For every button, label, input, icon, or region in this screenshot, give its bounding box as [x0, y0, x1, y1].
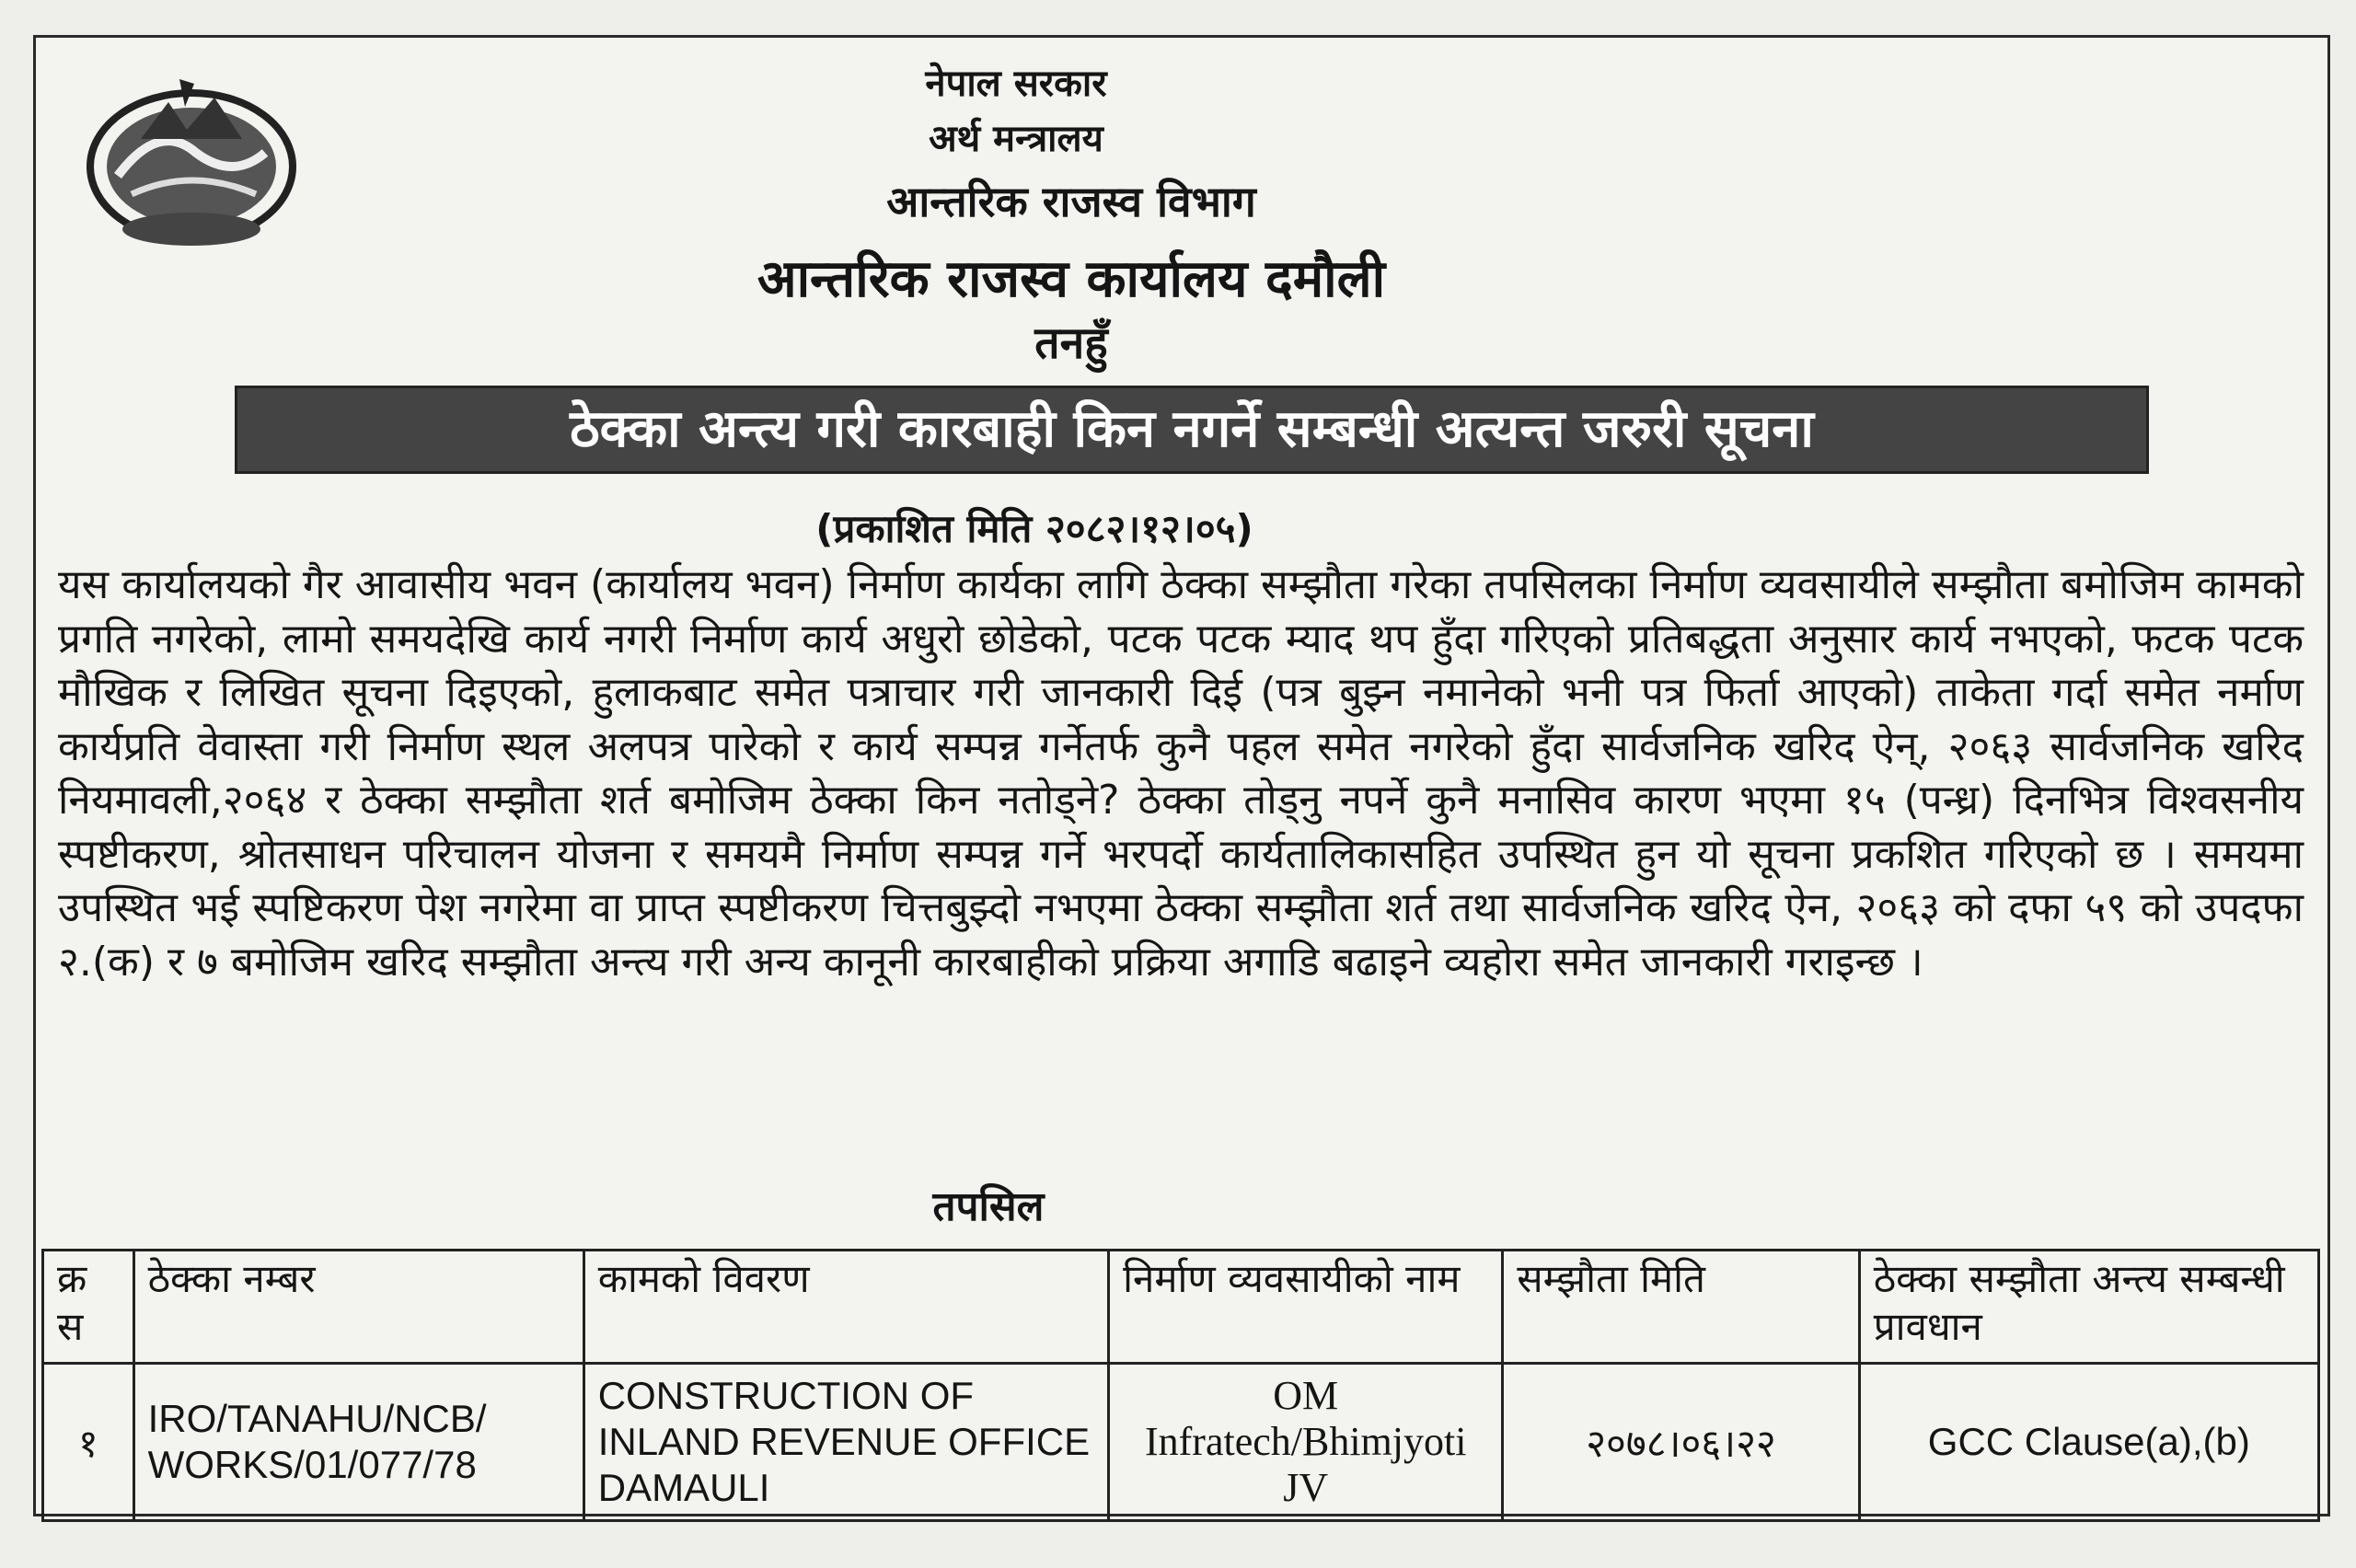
col-header-termination-provision: ठेक्का सम्झौता अन्त्य सम्बन्धी प्रावधान [1859, 1251, 2318, 1364]
table-row [43, 1364, 2319, 1521]
cell-contract-number: IRO/TANAHU/NCB/ WORKS/01/077/78 [133, 1364, 583, 1521]
header-district: तनहुँ [1034, 317, 1108, 369]
table-header-row [43, 1251, 2319, 1364]
header-office: आन्तरिक राजस्व कार्यालय दमौली [756, 249, 1386, 309]
cell-termination-provision: GCC Clause(a),(b) [1859, 1364, 2318, 1521]
header-department: आन्तरिक राजस्व विभाग [886, 177, 1256, 226]
col-header-agreement-date: सम्झौता मिति [1503, 1251, 1859, 1364]
cell-serial: १ [43, 1364, 134, 1521]
cell-contractor-name: OM Infratech/Bhimjyoti JV [1109, 1364, 1503, 1521]
col-header-serial: क्र स [43, 1251, 134, 1364]
notice-frame [33, 35, 2330, 1516]
header-government: नेपाल सरकार [925, 63, 1107, 105]
cell-work-description: CONSTRUCTION OF INLAND REVENUE OFFICE DAMAULI [583, 1364, 1108, 1521]
published-date: (प्रकाशित मिति २०८२।१२।०५) [815, 506, 1253, 551]
col-header-contractor-name: निर्माण व्यवसायीको नाम [1109, 1251, 1503, 1364]
header-ministry: अर्थ मन्त्रालय [929, 118, 1103, 160]
cell-agreement-date: २०७८।०६।२२ [1503, 1364, 1859, 1521]
col-header-work-description: कामको विवरण [583, 1251, 1108, 1364]
col-header-contract-number: ठेक्का नम्बर [133, 1251, 583, 1364]
details-table [41, 1249, 2320, 1522]
notice-body: यस कार्यालयको गैर आवासीय भवन (कार्यालय भवन) निर्माण कार्यका लागि ठेक्का सम्झौता गरेका तपसिलका निर्माण व्यवसायीले सम्झौता बमोजिम कामको प्रगति नगरेको, लामो समयदेखि कार्य नगरी निर्माण कार्य अधुरो छोडेको, पटक पटक म्याद थप हुँदा गरिएको प्रतिबद्धता अनुसार कार्य नभएको, फटक पटक मौखिक र लिखित सूचना दिइएको, हुलाकबाट समेत पत्राचार गरी जानकारी दिई (पत्र बुझ्न नमानेको भनी पत्र फिर्ता आएको) ताकेता गर्दा समेत नर्माण कार्यप्रति वेवास्ता गरी निर्माण स्थल अलपत्र पारेको र कार्य सम्पन्न गर्नेतर्फ कुनै पहल समेत नगरेको हुँदा सार्वजनिक खरिद ऐन्, २०६३ सार्वजनिक खरिद नियमावली,२०६४ र ठेक्का सम्झौता शर्त बमोजिम ठेक्का किन नतोड्ने? ठेक्का तोड्नु नपर्ने कुनै मनासिव कारण भएमा १५ (पन्ध्र) दिनभित्र विश्वसनीय स्पष्टीकरण, श्रोतसाधन परिचालन योजना र समयमै निर्माण सम्पन्न गर्ने भरपर्दो कार्यतालिकासहित उपस्थित हुन यो सूचना प्रकशित गरिएको छ । समयमा उपस्थित भई स्पष्टिकरण पेश नगरेमा वा प्राप्त स्पष्टीकरण चित्तबुझ्दो नभएमा ठेक्का सम्झौता शर्त तथा सार्वजनिक खरिद ऐन, २०६३ को दफा ५९ को उपदफा २.(क) र ७ बमोजिम खरिद सम्झौता अन्त्य गरी अन्य कानूनी कारबाहीको प्रक्रिया अगाडि बढाइने व्यहोरा समेत जानकारी गराइन्छ । [58, 561, 2304, 986]
notice-title-banner: ठेक्का अन्त्य गरी कारबाही किन नगर्ने सम्बन्धी अत्यन्त जरुरी सूचना [235, 386, 2149, 474]
table-title: तपसिल [932, 1183, 1045, 1230]
